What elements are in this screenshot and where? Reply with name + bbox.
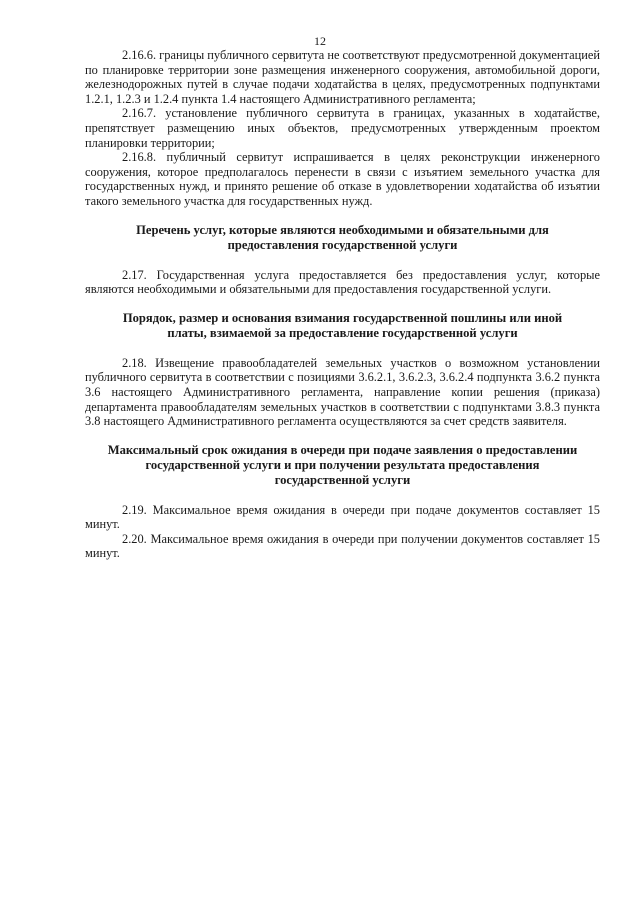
spacer bbox=[85, 488, 600, 503]
heading-services-list: Перечень услуг, которые являются необходимыми и обязательными для предоставления государственной услуги bbox=[136, 222, 549, 252]
paragraph-2-19: 2.19. Максимальное время ожидания в очереди при подаче документов составляет 15 минут. bbox=[85, 502, 600, 532]
spacer bbox=[85, 253, 600, 268]
paragraph-2-16-7: 2.16.7. установление публичного сервитута в границах, указанных в ходатайстве, препятствует размещению иных объектов, предусмотренных утвержденным проектом планировки территории; bbox=[85, 106, 600, 150]
heading-fee-procedure: Порядок, размер и основания взимания государственной пошлины или иной платы, взимаемой за предоставление государственной услуги bbox=[122, 310, 563, 340]
spacer bbox=[85, 341, 600, 356]
spacer bbox=[85, 429, 600, 443]
spacer bbox=[85, 209, 600, 223]
paragraph-2-16-6: 2.16.6. границы публичного сервитута не соответствуют предусмотренной документацией по планировке территории зоне размещения инженерного сооружения, автомобильной дороги, железнодорожных путей в случае подачи ходатайства в целях, предусмотренных подпунктами 1.2.1, 1.2.3 и 1.2.4 пункта 1.4 настоящего Административного регламента; bbox=[85, 48, 600, 106]
heading-queue-time: Максимальный срок ожидания в очереди при подаче заявления о предоставлении государственной услуги и при получении результата предоставления государственной услуги bbox=[107, 442, 578, 487]
page-number: 12 bbox=[314, 34, 326, 48]
paragraph-2-18: 2.18. Извещение правообладателей земельных участков о возможном установлении публичного сервитута в соответствии с позициями 3.6.2.1, 3.6.2.3, 3.6.2.4 подпункта 3.6.2 пункта 3.6 настоящего Административного регламента, направление копии решения (приказа) департамента правообладателям земельных участков в соответствии с подпунктами 3.8.3 пункта 3.8 настоящего Административного регламента осуществляются за счет средств заявителя. bbox=[85, 355, 600, 429]
page-content bbox=[85, 48, 600, 561]
paragraph-2-16-8: 2.16.8. публичный сервитут испрашивается в целях реконструкции инженерного сооружения, которое предполагалось перенести в связи с изъятием земельного участка для государственных нужд, и принято решение об отказе в удовлетворении ходатайства об изъятии такого земельного участка для государственных нужд. bbox=[85, 150, 600, 208]
spacer bbox=[85, 297, 600, 311]
paragraph-2-17: 2.17. Государственная услуга предоставляется без предоставления услуг, которые являются необходимыми и обязательными для предоставления государственной услуги. bbox=[85, 267, 600, 297]
paragraph-2-20: 2.20. Максимальное время ожидания в очереди при получении документов составляет 15 минут. bbox=[85, 531, 600, 561]
